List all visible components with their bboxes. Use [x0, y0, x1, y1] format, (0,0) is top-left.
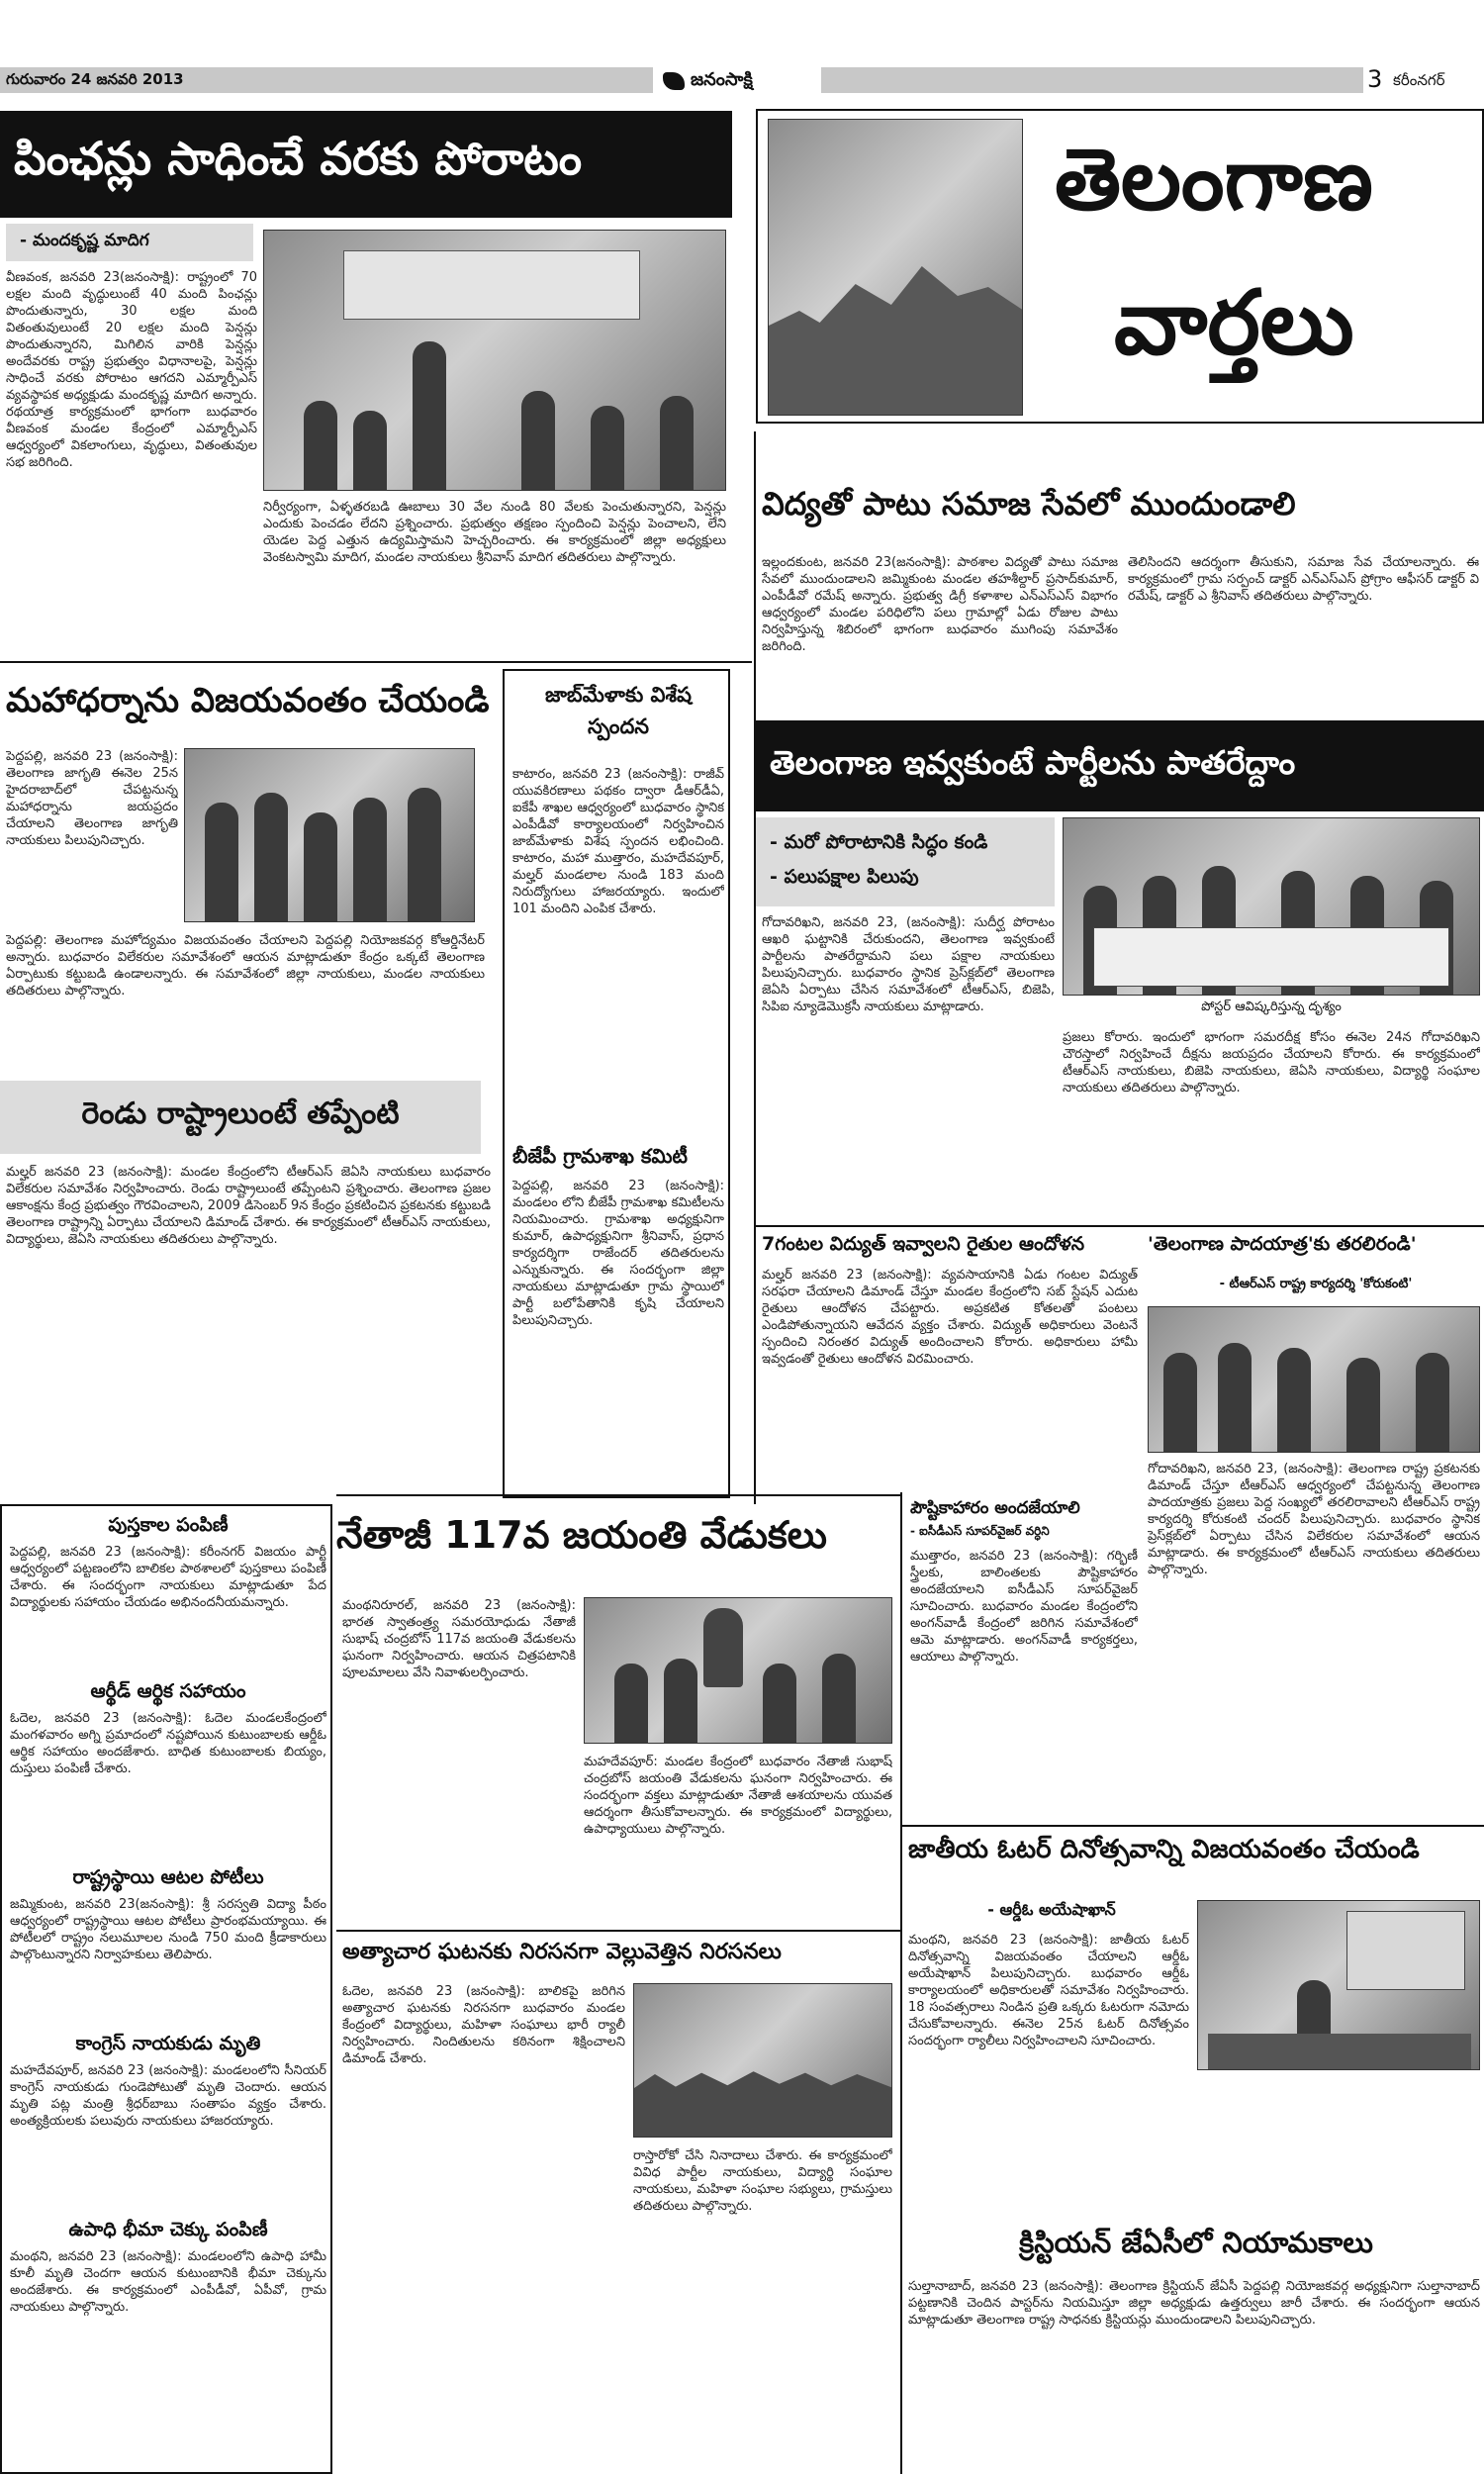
section-title-line1: తెలంగాణ	[1055, 131, 1373, 230]
person-figure	[822, 1654, 856, 1743]
logo-mark-icon	[663, 72, 685, 90]
row-rule	[336, 1494, 900, 1496]
special-prize-headline: పౌష్టికాహారం అందజేయాలి	[910, 1498, 1080, 1518]
christian-jac-headline: క్రిస్టియన్ జేఏసీలో నియామకాలు	[1019, 2226, 1373, 2259]
state-games-body: జమ్మికుంట, జనవరి 23(జనంసాక్షి): శ్రీ సరస్వతి విద్యా పీఠం ఆధ్వర్యంలో రాష్ట్రస్థాయి ఆటల పోటీలు ప్రారంభమయ్యాయి. ఈ పోటీలలో రాష్ట్రం నలుమూలల నుండి 750 మంది క్రీడాకారులు పాల్గొంటున్నారని నిర్వాహకులు తెలిపారు.	[10, 1897, 326, 1962]
mahadharna-body-2: పెద్దపల్లి: తెలంగాణ మహోద్యమం విజయవంతం చేయాలని పెద్దపల్లి నియోజకవర్గ కోఆర్డినేటర్ అన్నారు. బుధవారం విలేకరుల సమావేశంలో ఆయన మాట్లాడుతూ కేంద్రం ఒక్కటే తెలంగాణ ఏర్పాటుకు కట్టుబడి ఉండాలన్నారు. ఈ సమావేశంలో జిల్లా నాయకులు, మండల నాయకులు తదితరులు పాల్గొన్నారు.	[6, 933, 485, 999]
two-states-headline	[0, 1081, 481, 1154]
congress-death-headline: కాంగ్రెస్ నాయకుడు మృతి	[75, 2033, 261, 2054]
masthead-date: గురువారం 24 జనవరి 2013	[6, 70, 184, 88]
person-figure	[1346, 1358, 1380, 1452]
telangana-parties-body-1: గోదావరిఖని, జనవరి 23, (జనంసాక్షి): సుదీర్ఘ పోరాటం ఆఖరి ఘట్టానికి చేరుకుందని, తెలంగాణ ఇవ్వకుంటే పార్టీలను పాతరేద్దామని పలు పక్షాల నాయకులు పిలుపునిచ్చారు. బుధవారం స్థానిక ప్రెస్‌క్లబ్‌లో తెలంగాణ జెఏసి ఏర్పాటు చేసిన సమావేశంలో టీఆర్‌ఎస్, బిజెపి, సిపిఐ న్యూడెమొక్రసీ నాయకులు మాట్లాడారు.	[762, 915, 1055, 1014]
person-figure	[660, 396, 694, 490]
person-figure	[254, 793, 288, 921]
briefs-box	[0, 1504, 332, 2474]
desk-shape	[1208, 2034, 1471, 2069]
pensions-body-2: నిర్వీర్యంగా, ఏళ్ళతరబడి ఊబాలు 30 వేల నుండి 80 వేలకు పెంచుతున్నారని, పెన్షన్లు ఎందుకు పెంచడం లేదని ప్రశ్నించారు. ప్రభుత్వం తక్షణం స్పందించి పెన్షన్లు పెంచాలని, లేని యెడల పెద్ద ఎత్తున ఉద్యమిస్తామని హెచ్చరించారు. ఈ కార్యక్రమంలో జిల్లా అధ్యక్షులు వెంకటస్వామి మాదిగ, మండల నాయకులు శ్రీనివాస్ మాదిగ తదితరులు పాల్గొన్నారు.	[263, 500, 726, 565]
voters-day-headline: జాతీయ ఓటర్ దినోత్సవాన్ని విజయవంతం చేయండి	[908, 1835, 1420, 1864]
poster-release-photo	[1063, 817, 1480, 996]
person-figure	[1277, 1348, 1311, 1452]
mahadharna-body-1: పెద్దపల్లి, జనవరి 23 (జనంసాక్షి): తెలంగాణ జాగృతి ఈనెల 25న హైదరాబాద్‌లో చేపట్టనున్న మహాధర్నాను జయప్రదం చేయాలని తెలంగాణ జాగృతి నాయకులు పిలుపునిచ్చారు.	[6, 749, 178, 848]
pensions-photo	[263, 230, 726, 491]
fort-wall-shape	[769, 266, 1023, 415]
insurance-headline: ఉపాధి భీమా చెక్కు పంపిణీ	[68, 2219, 268, 2240]
section-title-box	[756, 109, 1484, 424]
telangana-parties-headline	[756, 720, 1484, 811]
crowd-shape	[634, 2067, 892, 2137]
paper-logo	[663, 67, 811, 95]
padayatra-body: గోదావరిఖని, జనవరి 23, (జనంసాక్షి): తెలంగాణ రాష్ట్ర ప్రకటనకు డిమాండ్ చేస్తూ టీఆర్‌ఎస్ ఆధ్వర్యంలో చేపట్టనున్న తెలంగాణ పాదయాత్రకు ప్రజలు పెద్ద సంఖ్యలో తరలిరావాలని టీఆర్‌ఎస్ రాష్ట్ర కార్యదర్శి కోరుకంటి చందర్ పిలుపునిచ్చారు. బుధవారం స్థానిక ప్రెస్‌క్లబ్‌లో ఏర్పాటు చేసిన విలేకరుల సమావేశంలో ఆయన మాట్లాడారు. ఈ కార్యక్రమంలో టీఆర్‌ఎస్ నాయకులు తదితరులు పాల్గొన్నారు.	[1148, 1462, 1480, 1577]
job-mela-headline: జాబ్‌మేళాకు విశేష స్పందన	[544, 683, 693, 738]
telangana-parties-body-2: ప్రజలు కోరారు. ఇందులో భాగంగా సమరదీక్ష కోసం ఈనెల 24న గోదావరిఖని చౌరస్తాలో నిర్వహించే దీక్షను జయప్రదం చేయాలని కోరారు. ఈ కార్యక్రమంలో టీఆర్‌ఎస్ నాయకులు, బిజెపి నాయకులు, జెఏసి నాయకులు, విద్యార్థి సంఘాల నాయకులు తదితరులు పాల్గొన్నారు.	[1063, 1030, 1480, 1095]
financial-aid-body: ఓదెల, జనవరి 23 (జనంసాక్షి): ఓదెల మండలకేంద్రంలో మంగళవారం అగ్ని ప్రమాదంలో నష్టపోయిన కుటుంబాలకు ఆర్డీఓ ఆర్థిక సహాయం అందజేశారు. బాధిత కుటుంబాలకు బియ్యం, దుస్తులు పంపిణీ చేశారు.	[10, 1711, 326, 1776]
person-figure	[664, 1659, 697, 1743]
job-mela-box	[503, 669, 730, 1498]
row-rule	[336, 1930, 900, 1932]
netaji-photo	[584, 1597, 892, 1744]
pensions-headline	[0, 111, 732, 218]
person-figure	[408, 788, 441, 921]
library-books-body: పెద్దపల్లి, జనవరి 23 (జనంసాక్షి): కరీంనగర్ విజయం పార్టీ ఆధ్వర్యంలో పట్టణంలోని బాలికల పాఠశాలలో పుస్తకాలు పంపిణీ చేశారు. ఈ సందర్భంగా నాయకులు మాట్లాడుతూ పేద విద్యార్థులకు సహాయం చేయడం అభినందనీయమన్నారు.	[10, 1545, 326, 1610]
person-figure	[763, 1664, 796, 1743]
person-figure	[413, 341, 446, 490]
insurance-body: మంథని, జనవరి 23 (జనంసాక్షి): మండలంలోని ఉపాధి హామీ కూలీ మృతి చెందగా ఆయన కుటుంబానికి భీమా చెక్కును అందజేశారు. ఈ కార్యక్రమంలో ఎంపీడీవో, ఏపీవో, గ్రామ నాయకులు పాల్గొన్నారు.	[10, 2249, 326, 2315]
two-states-body: మల్హర్ జనవరి 23 (జనంసాక్షి): మండల కేంద్రంలోని టీఆర్‌ఎస్ జెఏసి నాయకులు బుధవారం విలేకరుల సమావేశం నిర్వహించారు. రెండు రాష్ట్రాలుంటే తప్పేంటని ప్రశ్నించారు. తెలంగాణ ప్రజల ఆకాంక్షను కేంద్ర ప్రభుత్వం గౌరవించాలని, 2009 డిసెంబర్ 9న కేంద్రం ప్రకటించిన ప్రకటనకు కట్టుబడి తెలంగాణ రాష్ట్రాన్ని ఏర్పాటు చేయాలని డిమాండ్ చేశారు. ఈ కార్యక్రమంలో టీఆర్‌ఎస్ నాయకులు, విద్యార్థులు, జెఏసి నాయకులు తదితరులు పాల్గొన్నారు.	[6, 1165, 491, 1247]
voters-day-body: మంథని, జనవరి 23 (జనంసాక్షి): జాతీయ ఓటర్ దినోత్సవాన్ని విజయవంతం చేయాలని ఆర్డీఓ అయేషాఖాన్ పిలుపునిచ్చారు. బుధవారం ఆర్డీఓ కార్యాలయంలో అధికారులతో సమావేశం నిర్వహించారు. 18 సంవత్సరాలు నిండిన ప్రతి ఒక్కరు ఓటరుగా నమోదు చేసుకోవాలన్నారు. ఈనెల 25న ఓటర్ దినోత్సవం సందర్భంగా ర్యాలీలు నిర్వహించాలని సూచించారు.	[908, 1933, 1189, 2048]
masthead	[0, 67, 1484, 97]
financial-aid-headline: ఆర్థీడ్ ఆర్థిక సహాయం	[90, 1680, 246, 1702]
protest-photo	[633, 1983, 892, 2138]
section-title-line2: వార్తలు	[1114, 271, 1354, 375]
column-rule	[900, 1492, 902, 2474]
poster-shape	[1093, 927, 1449, 987]
library-books-headline: పుస్తకాల పంపిణీ	[108, 1514, 229, 1536]
padayatra-byline: - టీఆర్ఎస్ రాష్ట్ర కార్యదర్శి 'కోరుకంటి'	[1219, 1277, 1413, 1291]
row-rule	[0, 661, 752, 663]
voters-day-byline: - ఆర్డీఓ అయేషాఖాన్	[987, 1900, 1116, 1919]
row-rule	[756, 1225, 1484, 1227]
padayatra-photo	[1148, 1306, 1480, 1453]
masthead-right-bar	[821, 67, 1363, 93]
statue-shape	[703, 1608, 743, 1687]
education-headline: విద్యతో పాటు సమాజ సేవలో ముందుండాలి	[762, 485, 1296, 523]
telangana-parties-sub1: - మరో పోరాటానికి సిద్ధం కండి	[770, 831, 988, 853]
netaji-headline: నేతాజీ 117వ జయంతి వేడుకలు	[336, 1513, 827, 1557]
netaji-body-2: మహదేవపూర్: మండల కేంద్రంలో బుధవారం నేతాజీ సుభాష్ చంద్రబోస్ జయంతి వేడుకలను ఘనంగా నిర్వహించారు. ఈ సందర్భంగా వక్తలు మాట్లాడుతూ నేతాజీ ఆశయాలను యువత ఆదర్శంగా తీసుకోవాలన్నారు. ఈ కార్యక్రమంలో విద్యార్థులు, ఉపాధ్యాయులు పాల్గొన్నారు.	[584, 1755, 892, 1837]
person-figure	[591, 406, 624, 490]
voters-day-photo	[1197, 1900, 1480, 2070]
atrocity-protest-headline: అత్యాచార ఘటనకు నిరసనగా వెల్లువెత్తిన నిరసనలు	[342, 1940, 782, 1964]
christian-jac-body: సుల్తానాబాద్, జనవరి 23 (జనంసాక్షి): తెలంగాణ క్రిస్టియన్ జేఏసీ పెద్దపల్లి నియోజకవర్గ అధ్యక్షునిగా సుల్తానాబాద్ పట్టణానికి చెందిన పాస్టర్‌ను నియమిస్తూ జిల్లా అధ్యక్షుడు ఉత్తర్వులు జారీ చేశారు. ఈ సందర్భంగా ఆయన మాట్లాడుతూ తెలంగాణ రాష్ట్ర సాధనకు క్రిస్టియన్లు ముందుండాలని పిలుపునిచ్చారు.	[908, 2279, 1480, 2328]
person-figure	[1218, 1343, 1252, 1452]
pensions-byline	[6, 224, 253, 261]
state-games-headline: రాష్ట్రస్థాయి ఆటల పోటీలు	[72, 1866, 264, 1888]
telangana-parties-sub2: - పలుపక్షాల పిలుపు	[770, 866, 919, 888]
mahadharna-headline: మహాధర్నాను విజయవంతం చేయండి	[6, 681, 490, 720]
education-body-2: తెలిసిందని ఆదర్శంగా తీసుకుని, సమాజ సేవ చేయాలన్నారు. ఈ కార్యక్రమంలో గ్రామ సర్పంచ్ డాక్టర్ ఎన్‌ఎస్‌ఎస్ ప్రోగ్రాం ఆఫీసర్ డాక్టర్ వి రమేష్, డాక్టర్ ఎ శ్రీనివాస్ తదితరులు పాల్గొన్నారు.	[1128, 555, 1479, 604]
paper-name: జనంసాక్షి	[691, 68, 753, 90]
person-figure	[1416, 1353, 1449, 1452]
pensions-body-1: వీణవంక, జనవరి 23(జనంసాక్షి): రాష్ట్రంలో 70 లక్షల మంది వృద్ధులుంటే 40 మంది పింఛన్లు పొందుతున్నారు, 30 లక్షల మంది వితంతువులుంటే 20 లక్షల మంది పెన్షన్లు పొందుతున్నారని, మిగిలిన వారికి పెన్షన్లు అందేవరకు రాష్ట్ర ప్రభుత్వం విధానాలపై, పెన్షన్లు సాధించే వరకు పోరాటం ఆగదని ఎమ్మార్పీఎస్ వ్యవస్థాపక అధ్యక్షుడు మందకృష్ణ మాదిగ అన్నారు. రథయాత్ర కార్యక్రమంలో భాగంగా బుధవారం వీణవంక మండల కేంద్రంలో ఎమ్మార్పీఎస్ ఆధ్వర్యంలో వికలాంగులు, వృద్ధులు, వితంతువుల సభ జరిగింది.	[6, 270, 257, 470]
pensions-byline-text: - మందకృష్ణ మాదిగ	[20, 231, 149, 250]
person-figure	[304, 812, 337, 921]
special-prize-byline: - ఐసీడీఎస్ సూపర్‌వైజర్ వర్ధిని	[910, 1524, 1050, 1538]
bjp-committee-body: పెద్దపల్లి, జనవరి 23 (జనంసాక్షి): మండలం లోని బీజేపీ గ్రామశాఖ కమిటీలను నియమించారు. గ్రామశాఖ అధ్యక్షునిగా కుమార్, ఉపాధ్యక్షునిగా శ్రీనివాస్, ప్రధాన కార్యదర్శిగా రాజేందర్ తదితరులను ఎన్నుకున్నారు. ఈ సందర్భంగా జిల్లా నాయకులు మాట్లాడుతూ గ్రామ స్థాయిలో పార్టీ బలోపేతానికి కృషి చేయాలని పిలుపునిచ్చారు.	[512, 1179, 724, 1328]
special-prize-body: ముత్తారం, జనవరి 23 (జనంసాక్షి): గర్భిణీ స్త్రీలకు, బాలింతలకు పౌష్టికాహారం అందజేయాలని ఐసీడీఎస్ సూపర్‌వైజర్ సూచించారు. బుధవారం మండల కేంద్రంలోని అంగన్‌వాడీ కేంద్రంలో జరిగిన సమావేశంలో ఆమె మాట్లాడారు. అంగన్‌వాడీ కార్యకర్తలు, ఆయాలు పాల్గొన్నారు.	[910, 1549, 1138, 1665]
person-figure	[353, 411, 387, 490]
congress-death-body: మహదేవపూర్, జనవరి 23 (జనంసాక్షి): మండలంలోని సీనియర్ కాంగ్రెస్ నాయకుడు గుండెపోటుతో మృతి చెందారు. ఆయన మృతి పట్ల మంత్రి శ్రీధర్‌బాబు సంతాపం వ్యక్తం చేశారు. అంత్యక్రియలకు పలువురు నాయకులు హాజరయ్యారు.	[10, 2063, 326, 2129]
person-figure	[614, 1664, 648, 1743]
person-figure	[521, 391, 555, 490]
power-supply-headline: 7గంటల విద్యుత్ ఇవ్వాలని రైతుల ఆందోళన	[762, 1233, 1085, 1255]
atrocity-protest-body-1: ఓదెల, జనవరి 23 (జనంసాక్షి): బాలికపై జరిగిన అత్యాచార ఘటనకు నిరసనగా బుధవారం మండల కేంద్రంలో విద్యార్థులు, మహిళా సంఘాలు భారీ ర్యాలీ నిర్వహించారు. నిందితులను కఠినంగా శిక్షించాలని డిమాండ్ చేశారు.	[342, 1984, 625, 2066]
telangana-parties-sub-box	[756, 817, 1055, 906]
poster-release-caption: పోస్టర్ ఆవిష్కరిస్తున్న దృశ్యం	[1201, 999, 1342, 1014]
atrocity-protest-body-2: రాస్తారోకో చేసి నినాదాలు చేశారు. ఈ కార్యక్రమంలో వివిధ పార్టీల నాయకులు, విద్యార్థి సంఘాల నాయకులు, మహిళా సంఘాల సభ్యులు, గ్రామస్తులు తదితరులు పాల్గొన్నారు.	[633, 2148, 892, 2214]
person-figure	[353, 798, 387, 921]
power-supply-body: మల్హర్ జనవరి 23 (జనంసాక్షి): వ్యవసాయానికి ఏడు గంటల విద్యుత్ సరఫరా చేయాలని డిమాండ్ చేస్తూ మండల కేంద్రంలోని సబ్ స్టేషన్ ఎదుట రైతులు ఆందోళన చేపట్టారు. అప్రకటిత కోతలతో పంటలు ఎండిపోతున్నాయని ఆవేదన వ్యక్తం చేశారు. విద్యుత్ అధికారులు వెంటనే స్పందించి నిరంతర విద్యుత్ అందించాలని కోరారు. అధికారులు హామీ ఇవ్వడంతో రైతులు ఆందోళన విరమించారు.	[762, 1268, 1138, 1367]
person-figure	[1163, 1353, 1197, 1452]
column-rule	[754, 431, 756, 1504]
padayatra-headline: 'తెలంగాణ పాదయాత్ర'కు తరలిరండి'	[1148, 1233, 1417, 1255]
fort-photo	[768, 119, 1023, 416]
bjp-committee-headline: బీజేపీ గ్రామశాఖ కమిటీ	[512, 1144, 688, 1168]
education-body-1: ఇల్లందకుంట, జనవరి 23(జనంసాక్షి): పాఠశాల విద్యతో పాటు సమాజ సేవలో ముందుండాలని జమ్మికుంట మండల తహశీల్దార్ ప్రసాద్‌కుమార్, ఎంపీడీవో రమేష్ అన్నారు. ప్రభుత్వ డిగ్రీ కళాశాల ఎన్‌ఎస్‌ఎస్ విభాగం ఆధ్వర్యంలో మండల పరిధిలోని పలు గ్రామాల్లో ఏడు రోజుల పాటు నిర్వహిస్తున్న శిబిరంలో భాగంగా బుధవారం ముగింపు సమావేశం జరిగింది.	[762, 555, 1118, 654]
job-mela-body: కాటారం, జనవరి 23 (జనంసాక్షి): రాజీవ్ యువకిరణాలు పథకం ద్వారా డీఆర్‌డీఏ, ఐకేపీ శాఖల ఆధ్వర్యంలో బుధవారం స్థానిక ఎంపీడీవో కార్యాలయంలో నిర్వహించిన జాబ్‌మేళాకు విశేష స్పందన లభించింది. కాటారం, మహా ముత్తారం, మహదేవపూర్, మల్హర్ మండలాల నుండి 183 మంది నిరుద్యోగులు హాజరయ్యారు. ఇందులో 101 మందిని ఎంపిక చేశారు.	[512, 767, 724, 916]
pensions-headline-text: పింఛన్లు సాధించే వరకు పోరాటం	[14, 132, 583, 185]
map-shape	[1346, 1911, 1465, 1990]
pensions-banner-shape	[343, 250, 640, 320]
page-number: 3	[1367, 65, 1383, 93]
row-rule	[902, 1825, 1484, 1827]
person-figure	[205, 803, 238, 921]
mahadharna-photo	[184, 748, 475, 922]
netaji-body-1: మంథనిరూరల్, జనవరి 23 (జనంసాక్షి): భారత స్వాతంత్ర్య సమరయోధుడు నేతాజీ సుభాష్ చంద్రబోస్ 117వ జయంతి వేడుకలను ఘనంగా నిర్వహించారు. ఆయన చిత్రపటానికి పూలమాలలు వేసి నివాళులర్పించారు.	[342, 1598, 576, 1680]
telangana-parties-headline-text: తెలంగాణ ఇవ్వకుంటే పార్టీలను పాతరేద్దాం	[770, 742, 1296, 782]
edition-name: కరీంనగర్	[1393, 71, 1445, 89]
person-figure	[304, 401, 337, 490]
two-states-headline-text: రెండు రాష్ట్రాలుంటే తప్పేంటి	[81, 1096, 400, 1131]
